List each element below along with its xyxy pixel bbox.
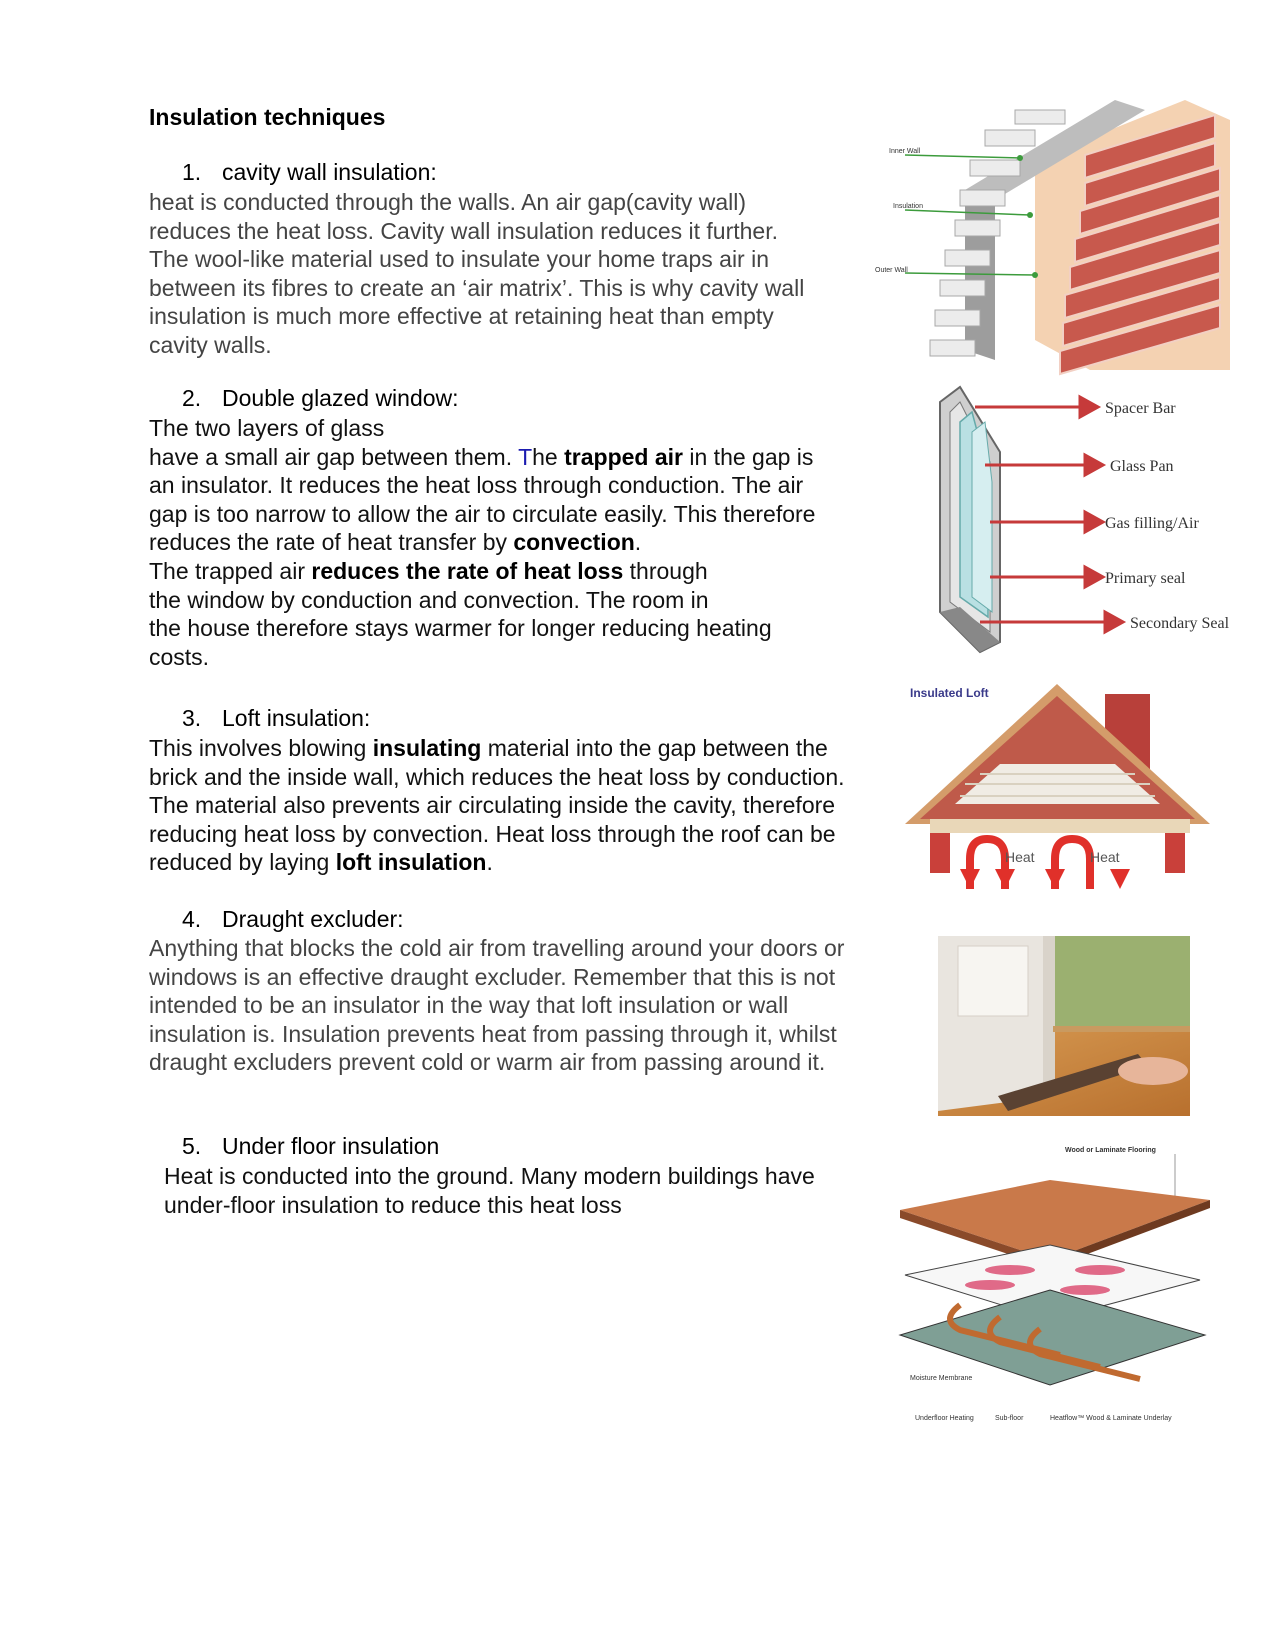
section-2-line: [149, 528, 815, 557]
page-title: Insulation techniques: [149, 104, 386, 130]
section-3-line: reducing heat loss by convection. Heat loss through the roof can be: [149, 820, 836, 847]
window-frame-icon: [930, 382, 1230, 652]
text-run: .: [634, 529, 642, 556]
text-run: reduces the rate of heat transfer by: [149, 529, 507, 556]
section-5-line: Heat is conducted into the ground. Many modern buildings have: [164, 1163, 815, 1189]
double-glazed-window-figure: [930, 382, 1230, 652]
wall-label: Outer Wall: [875, 267, 908, 274]
text-run: This involves blowing: [149, 735, 367, 761]
section-3-title: Loft insulation:: [222, 705, 371, 731]
section-1-number: 1.: [182, 159, 202, 185]
bold-term: reduces the rate of heat loss: [311, 557, 624, 584]
wall-label: Insulation: [893, 203, 923, 210]
section-1-line: cavity walls.: [149, 331, 272, 358]
section-2-body: [149, 414, 815, 671]
bold-term: trapped air: [564, 443, 683, 470]
text-run: in the gap is: [689, 443, 814, 470]
section-1-line: between its fibres to create an ‘air matrix’. This is why cavity wall: [149, 274, 805, 301]
section-2-line: an insulator. It reduces the heat loss through conduction. The air: [149, 472, 804, 499]
section-4-line: intended to be an insulator in the way that loft insulation or wall: [149, 992, 789, 1019]
house-roof-icon: [905, 684, 1210, 899]
section-5-title: Under floor insulation: [222, 1133, 440, 1159]
window-label: Gas filling/Air: [1105, 515, 1199, 532]
section-5-number: 5.: [182, 1133, 202, 1159]
cavity-wall-figure: [875, 100, 1230, 380]
section-2-line: the window by conduction and convection. The room in: [149, 586, 709, 613]
section-2-line: the house therefore stays warmer for longer reducing heating: [149, 615, 772, 642]
section-4-line: insulation is. Insulation prevents heat from passing through it, whilst: [149, 1020, 837, 1047]
section-4-line: draught excluders prevent cold or warm air from passing around it.: [149, 1049, 826, 1076]
floor-label: Heatflow™ Wood & Laminate Underlay: [1050, 1415, 1172, 1422]
floor-label: Wood or Laminate Flooring: [1065, 1147, 1156, 1154]
section-3-heading: [182, 705, 370, 732]
floor-label: Moisture Membrane: [910, 1375, 973, 1382]
window-label: Secondary Seal: [1130, 615, 1230, 632]
section-2-line: [149, 557, 815, 586]
section-3-line: The material also prevents air circulating inside the cavity, therefore: [149, 792, 836, 819]
loft-insulation-figure: [905, 684, 1210, 899]
section-3-line: [149, 848, 845, 877]
floor-label: Underfloor Heating: [915, 1415, 974, 1422]
window-label: Spacer Bar: [1105, 400, 1176, 417]
floor-label: Sub-floor: [995, 1415, 1024, 1422]
section-4-body: [149, 934, 844, 1077]
section-4-line: Anything that blocks the cold air from travelling around your doors or: [149, 935, 845, 961]
text-run: through: [629, 557, 708, 584]
section-5-heading: [182, 1133, 439, 1160]
underfloor-insulation-figure: [900, 1145, 1215, 1425]
window-label: Glass Pan: [1110, 458, 1174, 475]
loft-heat-label: Heat: [1090, 849, 1120, 865]
section-3-body: [149, 734, 845, 877]
bold-term: convection: [513, 529, 635, 556]
section-1-line: insulation is much more effective at retaining heat than empty: [149, 303, 774, 330]
text-run: he: [532, 443, 558, 470]
door-photo-icon: [938, 936, 1190, 1116]
section-4-number: 4.: [182, 906, 202, 932]
section-2-number: 2.: [182, 385, 202, 411]
section-4-line: windows is an effective draught excluder. Remember that this is not: [149, 963, 836, 990]
section-2-line: gap is too narrow to allow the air to circulate easily. This therefore: [149, 500, 816, 527]
brick-wall-icon: [875, 100, 1230, 380]
floor-layers-icon: [900, 1145, 1215, 1425]
section-2-title: Double glazed window:: [222, 385, 459, 411]
bold-term: insulating: [372, 735, 482, 761]
loft-heat-label: Heat: [1005, 849, 1035, 865]
section-1-title: cavity wall insulation:: [222, 159, 437, 185]
section-1-heading: [182, 159, 437, 186]
text-run: The trapped air: [149, 557, 305, 584]
window-label: Primary seal: [1105, 570, 1186, 587]
section-2-heading: [182, 385, 459, 412]
section-3-line: [149, 734, 845, 763]
section-3-number: 3.: [182, 705, 202, 731]
section-1-line: The wool-like material used to insulate your home traps air in: [149, 246, 770, 273]
bold-term: loft insulation: [335, 849, 487, 876]
section-1-line: heat is conducted through the walls. An air gap(cavity wall): [149, 189, 747, 215]
section-5-line: under-floor insulation to reduce this heat loss: [164, 1191, 622, 1218]
section-4-heading: [182, 906, 404, 933]
section-1-body: [149, 188, 804, 360]
loft-caption: Insulated Loft: [910, 686, 989, 700]
section-2-line: The two layers of glass: [149, 415, 385, 441]
section-1-line: reduces the heat loss. Cavity wall insulation reduces it further.: [149, 217, 778, 244]
section-3-line: brick and the inside wall, which reduces the heat loss by conduction.: [149, 763, 845, 790]
text-run: reduced by laying: [149, 849, 330, 876]
section-2-line: [149, 443, 815, 472]
text-run: material into the gap between the: [487, 735, 828, 761]
section-5-body: [164, 1162, 815, 1219]
section-4-title: Draught excluder:: [222, 906, 404, 932]
draught-excluder-figure: [938, 936, 1190, 1116]
text-run-blue: T: [518, 443, 533, 470]
text-run: .: [486, 849, 493, 876]
text-run: have a small air gap between them.: [149, 443, 513, 470]
wall-label: Inner Wall: [889, 148, 921, 155]
section-2-line: costs.: [149, 643, 210, 670]
